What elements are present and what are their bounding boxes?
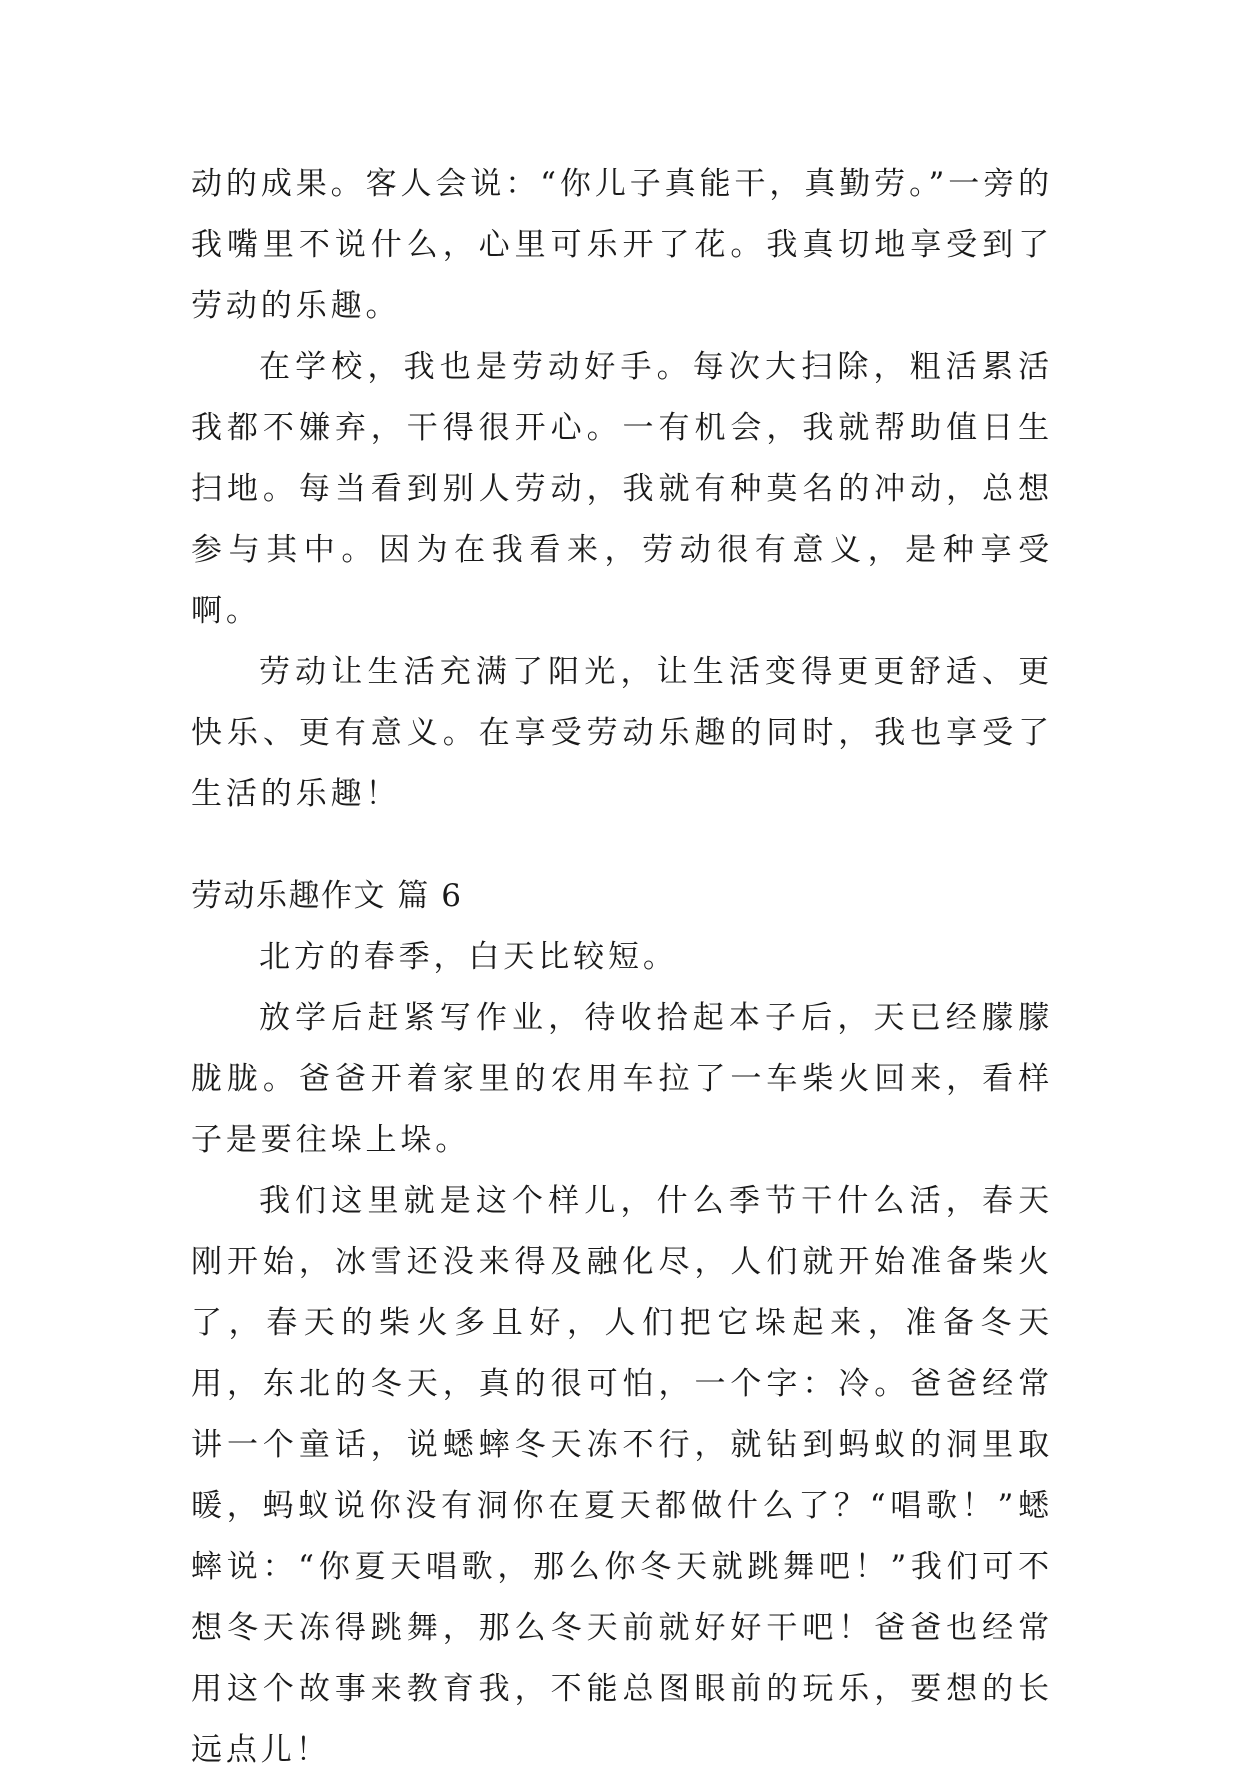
paragraph-spring: 北方的春季，白天比较短。 <box>259 939 678 975</box>
essay-heading: 劳动乐趣作文 篇 6 <box>191 878 463 914</box>
paragraph-story: 我们这里就是这个样儿，什么季节干什么活，春天刚开始，冰雪还没来得及融化尽，人们就开始准备柴火了，春天的柴火多且好，人们把它垛起来，准备冬天用，东北的冬天，真的很可怕，一个字：冷。爸爸经常讲一个童话，说蟋蟀冬天冻不行，就钻到蚂蚁的洞里取暖，蚂蚁说你没有洞你在夏天都做什么了？“唱歌！”蟋蟀说：“你夏天唱歌，那么你冬天就跳舞吧！”我们可不想冬天冻得跳舞，那么冬天前就好好干吧！爸爸也经常用这个故事来教育我，不能总图眼前的玩乐，要想的长远点儿！ <box>191 1183 1053 1768</box>
section-gap <box>191 825 1053 866</box>
document-body <box>191 154 1053 1781</box>
paragraph-continued: 动的成果。客人会说：“你儿子真能干，真勤劳。”一旁的我嘴里不说什么，心里可乐开了花。我真切地享受到了劳动的乐趣。 <box>191 166 1053 324</box>
paragraph-after-school: 放学后赶紧写作业，待收拾起本子后，天已经朦朦胧胧。爸爸开着家里的农用车拉了一车柴火回来，看样子是要往垛上垛。 <box>191 1000 1053 1158</box>
paragraph-school-labor: 在学校，我也是劳动好手。每次大扫除，粗活累活我都不嫌弃，干得很开心。一有机会，我就帮助值日生扫地。每当看到别人劳动，我就有种莫名的冲动，总想参与其中。因为在我看来，劳动很有意义，是种享受啊。 <box>191 349 1053 629</box>
paragraph-conclusion: 劳动让生活充满了阳光，让生活变得更更舒适、更快乐、更有意义。在享受劳动乐趣的同时，我也享受了生活的乐趣！ <box>191 654 1053 812</box>
